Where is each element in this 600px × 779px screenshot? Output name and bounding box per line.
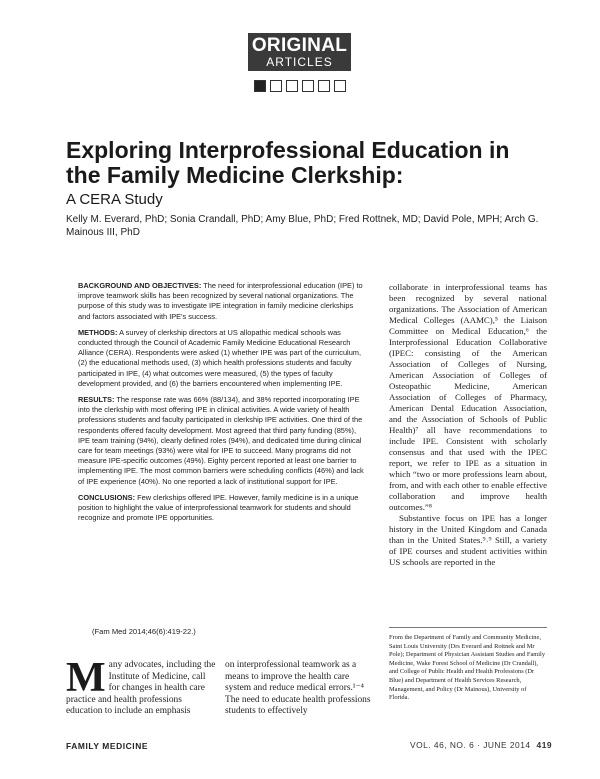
- abstract-conclusions-label: CONCLUSIONS:: [78, 492, 136, 502]
- section-indicator: [254, 80, 346, 92]
- indicator-square: [270, 80, 282, 92]
- author-list: Kelly M. Everard, PhD; Sonia Crandall, PhD; Amy Blue, PhD; Fred Rottnek, MD; David Pole, MPH; Arch G. Mainous III, PhD: [66, 214, 539, 238]
- affiliation-divider: [389, 627, 547, 628]
- abstract-background-text: The need for interprofessional education (IPE) to improve teamwork skills has been recognized by several national organizations. The purpose of this study was to investigate IPE integration in family medicine clerkships and factors associated with IPE's success.: [78, 281, 363, 321]
- abstract-results-label: RESULTS:: [78, 395, 115, 405]
- page-number: 419: [536, 740, 553, 750]
- article-title: Exploring Interprofessional Education in the Family Medicine Clerkship:: [66, 137, 510, 188]
- abstract-background-label: BACKGROUND AND OBJECTIVES:: [78, 281, 202, 290]
- indicator-square: [286, 80, 298, 92]
- abstract-conclusions: [78, 493, 366, 524]
- body-paragraph: collaborate in interprofessional teams has been recognized by several national organizations. The Association of American Medical Colleges (AAMC),⁵ the Liaison Committee on Medical Education,⁶ the Interprofessional Education Collaborative (IPEC: consisting of the American Association of Colleges of Nursing, American Association of Colleges of Osteopathic Medicine, American Association of Colleges of Pharmacy, American Dental Education Association, and the Association of Schools of Public Health)⁷ all have recommendations to include IPE. Consistent with scholarly consensus and that used with the IPEC report, we refer to IPE as a situation in which “two or more professions learn about, from, and with each other to enable effective collaboration and improve health outcomes.”⁸: [389, 282, 547, 512]
- badge-line1: ORIGINAL: [251, 35, 348, 56]
- section-badge: [248, 33, 351, 71]
- body-paragraph: any advocates, including the Institute of Medicine, call for changes in health care practice and health professions education to include an emphasis: [66, 660, 216, 717]
- indicator-square-filled: [254, 80, 266, 92]
- abstract-background: [78, 281, 366, 322]
- body-right-column: [389, 282, 547, 568]
- article-subtitle: A CERA Study: [66, 191, 163, 208]
- abstract-results-text: The response rate was 66% (88/134), and 38% reported incorporating IPE into the clerkship with most offering IPE in clinical activities. A wide variety of health professions students and faculty participated in clerkship IPE activities. One third of the respondents offered faculty development. Most agreed that third party funding (85%), IPE team training (94%), clearly defined roles (94%), and dedicated time during clinical care for team meetings (93%) were vital for IPE to succeed. Many programs did not measure IPE-specific outcomes (49%). Eighty percent reported at least one barrier to implementing IPE. The most common barriers were scheduling conflicts (46%) and lack of IPE experience (40%). No one reported a lack of institutional support for IPE.: [78, 395, 364, 486]
- indicator-square: [318, 80, 330, 92]
- abstract-methods-text: A survey of clerkship directors at US allopathic medical schools was conducted through the Council of Academic Family Medicine Educational Research Alliance (CERA). Respondents were asked (1) whether IPE was part of the curriculum, (2) the educational methods used, (3) which health professions students and faculty participated in IPE, (4) what outcomes were measured, (5) the types of faculty development provided, and (6) the barriers encountered when implementing IPE.: [78, 327, 362, 388]
- abstract: [78, 281, 366, 641]
- indicator-square: [334, 80, 346, 92]
- abstract-methods-label: METHODS:: [78, 327, 118, 337]
- abstract-results: [78, 395, 366, 487]
- footer-journal: FAMILY MEDICINE: [66, 741, 149, 751]
- drop-cap: M: [66, 655, 106, 701]
- indicator-square: [302, 80, 314, 92]
- body-left-column: [66, 655, 216, 718]
- body-middle-column: on interprofessional teamwork as a means to improve the health care system and reduce medical errors.¹⁻⁴ The need to educate health professions students to effectively: [225, 660, 371, 717]
- footer-issue-text: VOL. 46, NO. 6 · JUNE 2014: [410, 740, 531, 750]
- author-affiliation: From the Department of Family and Community Medicine, Saint Louis University (Drs Everard and Rottnek and Mr Pole); Department of Physician Assistant Studies and Family Medicine, Wake Forest School of Medicine (Dr Crandall), and College of Public Health and Health Professions (Dr Blue) and Department of Health Services Research, Management, and Policy (Dr Mainous), University of Florida.: [389, 634, 546, 702]
- citation: (Fam Med 2014;46(6):419-22.): [92, 627, 196, 636]
- body-paragraph: Substantive focus on IPE has a longer history in the United Kingdom and Canada than in the United States.⁹˒⁹ Still, a variety of IPE courses and student activities within US schools are reported in the: [389, 513, 547, 567]
- abstract-methods: [78, 328, 366, 389]
- abstract-conclusions-text: Few clerkships offered IPE. However, family medicine is in a unique position to highlight the value of interprofessional teamwork for students and should recognize and promote IPE opportunities.: [78, 492, 359, 523]
- footer-issue: [410, 740, 552, 750]
- badge-line2: ARTICLES: [266, 55, 333, 69]
